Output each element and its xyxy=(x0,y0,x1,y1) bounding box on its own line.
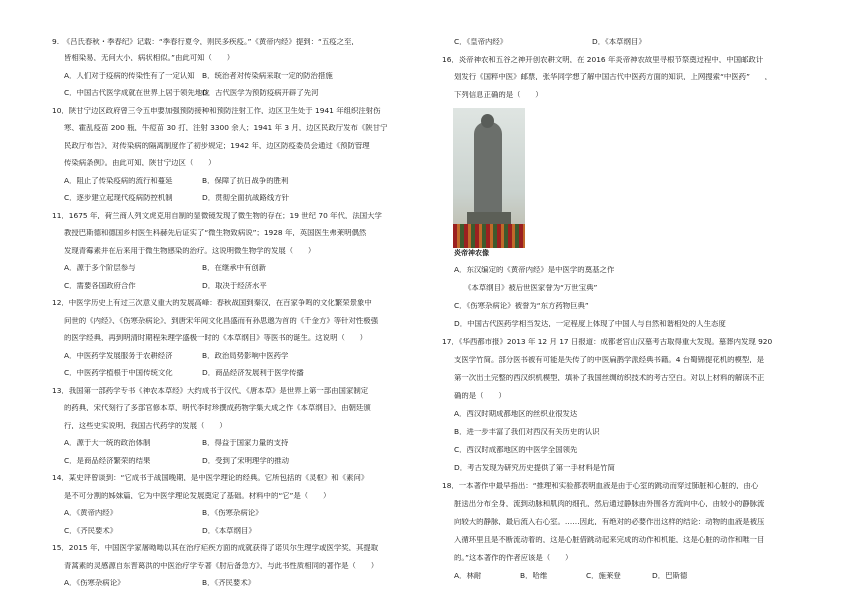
left-text-line: D．受到了宋明理学的推动 xyxy=(202,457,289,465)
right-text-line: D．《本草纲目》 xyxy=(592,38,646,46)
left-text-line: 12．中医学历史上有过三次意义重大的发展高峰：春秋战国到秦汉，在百家争鸣的文化繁荣景象中 xyxy=(52,299,372,307)
left-text-line: B．《齐民要术》 xyxy=(202,579,256,587)
right-text-line: C．施莱登 xyxy=(586,572,621,580)
right-text-line: A．东汉编定的《黄帝内经》是中医学的奠基之作 xyxy=(454,266,615,274)
right-text-line: 《本草纲目》被后世医家誉为“万世宝典” xyxy=(464,284,598,292)
right-text-line: 脏送出分布全身，流到动脉和肌肉的细孔，然后通过静脉由外围各方流向中心，由较小的静脉流 xyxy=(454,500,765,508)
left-text-line: 15．2015 年，中国医学家屠呦呦以其在治疗疟疾方面的成就获得了诺贝尔生理学或医学奖，其提取 xyxy=(52,544,379,552)
left-text-line: B．政治局势影响中医药学 xyxy=(202,352,289,360)
left-text-line: 行，这些史实说明，我国古代药学的发展（ ） xyxy=(64,422,227,430)
right-text-line: 入循环里且是不断流动着的，这是心脏借跳动起来完成的动作和机能，这是心脏的动作和唯一目 xyxy=(454,536,765,544)
left-text-line: 11．1675 年，荷兰商人列文虎克用自制的显微镜发现了微生物的存在；19 世纪 70 年代，法国大学 xyxy=(52,212,382,220)
left-text-line: C．中医药学植根于中国传统文化 xyxy=(64,369,173,377)
left-text-line: 的药典，宋代刻行了多部官修本草，明代李时珍撰成药物学集大成之作《本草纲目》，由朝廷颁 xyxy=(64,404,371,412)
right-text-line: 17．《华西都市报》2013 年 12 月 17 日报道：成都老官山汉墓考古取得重大发现。墓葬内发现 920 xyxy=(442,338,773,346)
left-text-line: A．《黄帝内经》 xyxy=(64,509,118,517)
left-text-line: 是不可分割的姊妹篇，它为中医学理论发展奠定了基础。材料中的“它”是（ ） xyxy=(64,492,331,500)
left-text-line: 传染病条例》。由此可知，陕甘宁边区（ ） xyxy=(64,159,216,167)
right-text-line: D．巴斯德 xyxy=(652,572,688,580)
right-text-line: 18．一本著作中最早指出：“推理和实验都表明血液是由于心室的跳动而穿过肺脏和心脏的，由心 xyxy=(442,482,759,490)
left-text-line: A．中医药学发展服务于农耕经济 xyxy=(64,352,173,360)
left-text-line: A．阻止了传染疫病的流行和蔓延 xyxy=(64,177,173,185)
left-text-line: C．是商品经济繁荣的结果 xyxy=(64,457,151,465)
left-text-line: D．贯彻全面抗战路线方针 xyxy=(202,194,289,202)
left-text-line: B．统治者对传染病采取一定的防治措施 xyxy=(202,72,333,80)
left-text-line: 问世的《内经》、《伤寒杂病论》，到唐宋年间文化昌盛而有孙思邈为首的《千金方》等针对性极强 xyxy=(64,317,379,325)
right-text-line: 第一次出土完整的西汉织机模型，填补了我国丝绸纺织技术的考古空白。对以上材料的解读不正 xyxy=(454,374,765,382)
photo-caption: 炎帝神农像 xyxy=(454,249,489,257)
left-text-line: 13．我国第一部药学专书《神农本草经》大约成书于汉代，《唐本草》是世界上第一部由国家制定 xyxy=(52,387,369,395)
left-text-line: D．商品经济发展利于医学传播 xyxy=(202,369,304,377)
right-text-line: D．考古发现为研究历史提供了第一手材料是竹简 xyxy=(454,464,615,472)
left-text-line: C．逐步建立起现代疫病防控机制 xyxy=(64,194,173,202)
left-text-line: 的医学经典，再到明清时期程朱理学盛极一时的《本草纲目》等医书的诞生。这说明（ ） xyxy=(64,334,368,342)
left-text-line: 青蒿素的灵感源自东晋葛洪的中医治疗学专著《肘后备急方》，与此书性质相同的著作是（ ） xyxy=(64,562,379,570)
left-text-line: 皆相染易，无问大小，病状相似。”由此可知（ ） xyxy=(64,54,235,62)
left-text-line: D．取决于经济水平 xyxy=(202,282,267,290)
left-text-line: C．中国古代医学成就在世界上居于领先地位 xyxy=(64,89,210,97)
left-text-line: B．得益于国家力量的支持 xyxy=(202,439,289,447)
left-text-line: C．《齐民要术》 xyxy=(64,527,118,535)
right-text-line: 下列信息正确的是（ ） xyxy=(454,91,543,99)
right-text-line: C．《皇帝内经》 xyxy=(454,38,508,46)
left-text-line: 10．陕甘宁边区政府曾三令五申要加强预防接种和预防注射工作，边区卫生处于 1941 年组织注射伤 xyxy=(52,107,381,115)
right-text-line: 支医学竹简。部分医书被有可能是失传了的中医扁鹊学派经典书籍。4 台蜀锦提花机的模型，是 xyxy=(454,356,765,364)
left-text-line: 14．某史评曾谈到：“它成书于战国晚期，是中医学理论的经典。它所包括的《灵枢》和《素问》 xyxy=(52,474,369,482)
left-text-line: A．人们对于疫病的传染性有了一定认知 xyxy=(64,72,195,80)
right-text-line: C．《伤寒杂病论》被誉为“东方药物巨典” xyxy=(454,302,589,310)
left-text-line: B．《伤寒杂病论》 xyxy=(202,509,263,517)
left-text-line: D．古代医学为预防疫病开辟了先河 xyxy=(202,89,319,97)
right-text-line: B．哈维 xyxy=(520,572,548,580)
left-text-line: 发现青霉素并在后来用于微生物感染的治疗。这说明微生物学的发展（ ） xyxy=(64,247,316,255)
left-text-line: 9. 《吕氏春秋・季春纪》记载：“季春行夏令，则民多疾疫。”《黄帝内经》提到：“五疫之至， xyxy=(52,38,359,46)
right-text-line: 的。”这本著作的作者应该是（ ） xyxy=(454,554,573,562)
left-text-line: B．在继承中有创新 xyxy=(202,264,267,272)
left-text-line: A．源于多个阶层参与 xyxy=(64,264,136,272)
right-text-line: 16．炎帝神农和五谷之神开创农耕文明，在 2016 年炎帝神农故里寻根节祭奠过程中，中国邮政计 xyxy=(442,56,764,64)
shennong-statue-photo xyxy=(453,108,525,248)
right-text-line: A．西汉时期成都地区的丝织业很发达 xyxy=(454,410,578,418)
left-text-line: C．需要各国政府合作 xyxy=(64,282,136,290)
right-text-line: C．西汉时成都地区的中医学全国领先 xyxy=(454,446,578,454)
right-text-line: A．林耐 xyxy=(454,572,482,580)
left-text-line: D．《本草纲目》 xyxy=(202,527,256,535)
left-text-line: 寒、霍乱疫苗 200 瓶，牛痘苗 30 打，注射 3300 余人；1941 年 3 月，边区民政厅发布《陕甘宁 xyxy=(64,124,388,132)
right-text-line: D．中国古代医药学相当发达，一定程度上体现了中国人与自然和谐相处的人生态度 xyxy=(454,320,726,328)
right-text-line: 划发行《国粹中医》邮票，张华同学想了解中国古代中医药方面的知识，上网搜索“中医药” ， xyxy=(454,73,773,81)
right-text-line: 确的是（ ） xyxy=(454,392,506,400)
left-text-line: A．源于大一统的政治体制 xyxy=(64,439,151,447)
left-text-line: 教授巴斯德和德国乡村医生科赫先后证实了“微生物致病说”；1928 年，英国医生弗莱明偶然 xyxy=(64,229,367,237)
left-text-line: B．保障了抗日战争的胜利 xyxy=(202,177,289,185)
left-text-line: A．《伤寒杂病论》 xyxy=(64,579,125,587)
right-text-line: B．进一步丰富了我们对西汉有关历史的认识 xyxy=(454,428,600,436)
right-text-line: 向较大的静脉，最后流入右心室。……因此，有绝对的必要作出这样的结论：动物的血液是被压 xyxy=(454,518,765,526)
left-text-line: 民政厅布告》，对传染病的隔离制度作了初步规定；1942 年，边区防疫委员会通过《预防管理 xyxy=(64,142,370,150)
